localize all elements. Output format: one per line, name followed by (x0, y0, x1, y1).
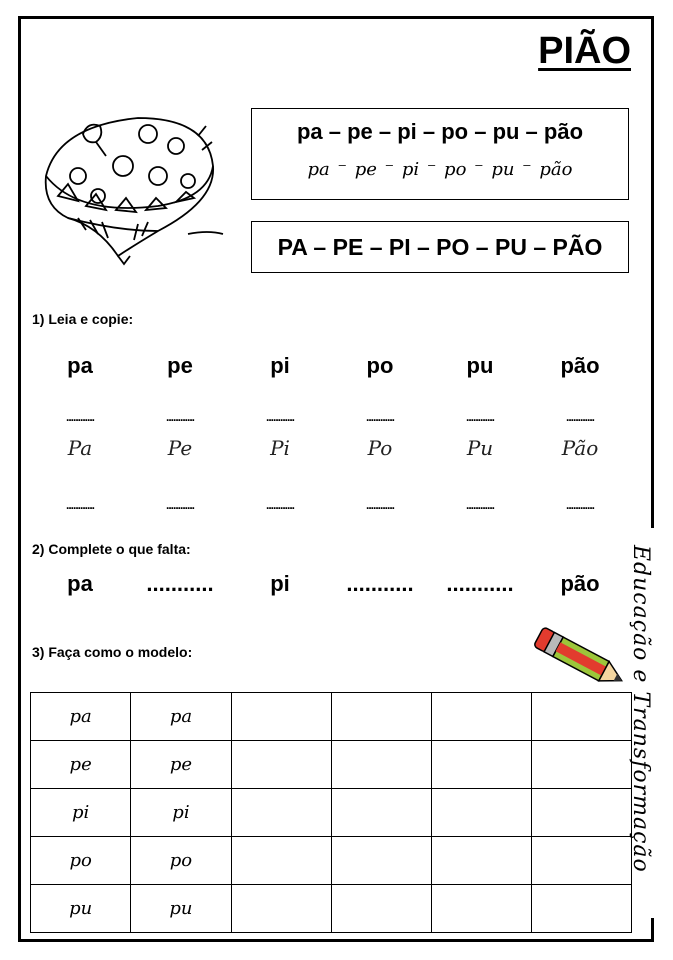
table-cell: pe (31, 741, 131, 789)
copy-blank[interactable]: ............ (165, 498, 194, 512)
section-1-heading: 1) Leia e copie: (32, 311, 134, 327)
complete-item: pi (270, 571, 290, 596)
complete-blank[interactable]: ........... (346, 571, 414, 596)
syllables-lower-cursive: pa ⁻ pe ⁻ pi ⁻ po ⁻ pu ⁻ pão (307, 159, 573, 180)
section-2-heading: 2) Complete o que falta: (32, 541, 191, 557)
table-cell-blank[interactable] (431, 885, 531, 933)
syllable-box-lower (251, 108, 629, 200)
table-cell-blank[interactable] (431, 789, 531, 837)
complete-item: pa (67, 571, 93, 596)
syllable-cursive: Pa (67, 436, 93, 460)
copy-blank[interactable]: ............ (365, 498, 394, 512)
copy-blank[interactable]: ............ (565, 498, 594, 512)
spinning-top-icon (38, 106, 228, 266)
table-cell-blank[interactable] (531, 885, 631, 933)
table-cell: pu (31, 885, 131, 933)
table-row (31, 885, 632, 933)
table-cell: pu (131, 885, 231, 933)
syllable-print: pe (167, 353, 193, 378)
syllable-cursive: Po (367, 436, 393, 460)
section-3-heading: 3) Faça como o modelo: (32, 644, 193, 660)
syllable-print: po (366, 353, 394, 378)
syllable-cursive: Pe (167, 436, 193, 460)
table-row (31, 693, 632, 741)
pencil-icon (527, 626, 635, 692)
model-table (30, 692, 632, 933)
syllables-lower-print: pa – pe – pi – po – pu – pão (296, 119, 584, 144)
table-row (31, 837, 632, 885)
table-cell: pe (131, 741, 231, 789)
syllable-box-upper: PA – PE – PI – PO – PU – PÃO (251, 221, 629, 273)
table-cell: po (131, 837, 231, 885)
copy-blank[interactable]: ............ (465, 498, 494, 512)
table-cell: po (31, 837, 131, 885)
syllable-cursive: Pi (270, 436, 290, 460)
table-row (31, 789, 632, 837)
table-cell-blank[interactable] (231, 693, 331, 741)
table-cell-blank[interactable] (231, 837, 331, 885)
copy-blank[interactable]: ............ (165, 410, 194, 424)
copy-blank[interactable]: ............ (465, 410, 494, 424)
table-cell-blank[interactable] (331, 741, 431, 789)
table-cell-blank[interactable] (531, 693, 631, 741)
syllable-print: pu (466, 353, 494, 378)
copy-blank-row-2 (30, 498, 630, 512)
copy-blank-row-1 (30, 410, 630, 424)
table-cell-blank[interactable] (431, 741, 531, 789)
table-cell: pi (131, 789, 231, 837)
complete-row (30, 571, 630, 597)
syllable-print: pa (67, 353, 93, 378)
table-cell-blank[interactable] (431, 693, 531, 741)
complete-blank[interactable]: ........... (446, 571, 514, 596)
read-copy-print-row (30, 353, 630, 379)
table-cell: pi (31, 789, 131, 837)
copy-blank[interactable]: ............ (65, 410, 94, 424)
table-cell-blank[interactable] (331, 837, 431, 885)
syllable-print: pi (270, 353, 290, 378)
watermark-text: Educação e Transformação (628, 545, 653, 873)
table-cell-blank[interactable] (531, 837, 631, 885)
table-cell-blank[interactable] (531, 741, 631, 789)
complete-blank[interactable]: ........... (146, 571, 214, 596)
table-cell-blank[interactable] (431, 837, 531, 885)
syllable-print: pão (560, 353, 600, 378)
table-cell: pa (31, 693, 131, 741)
table-cell-blank[interactable] (331, 885, 431, 933)
syllable-cursive: Pão (561, 436, 599, 460)
copy-blank[interactable]: ............ (365, 410, 394, 424)
copy-blank[interactable]: ............ (65, 498, 94, 512)
copy-blank[interactable]: ............ (265, 410, 294, 424)
table-cell-blank[interactable] (231, 789, 331, 837)
table-cell-blank[interactable] (331, 693, 431, 741)
copy-blank[interactable]: ............ (565, 410, 594, 424)
table-cell-blank[interactable] (531, 789, 631, 837)
table-row (31, 741, 632, 789)
complete-item: pão (560, 571, 600, 596)
copy-blank[interactable]: ............ (265, 498, 294, 512)
table-cell: pa (131, 693, 231, 741)
page-title: PIÃO (538, 30, 631, 72)
read-copy-cursive-row (30, 436, 630, 460)
table-cell-blank[interactable] (231, 741, 331, 789)
syllable-cursive: Pu (466, 436, 494, 460)
table-cell-blank[interactable] (231, 885, 331, 933)
table-cell-blank[interactable] (331, 789, 431, 837)
